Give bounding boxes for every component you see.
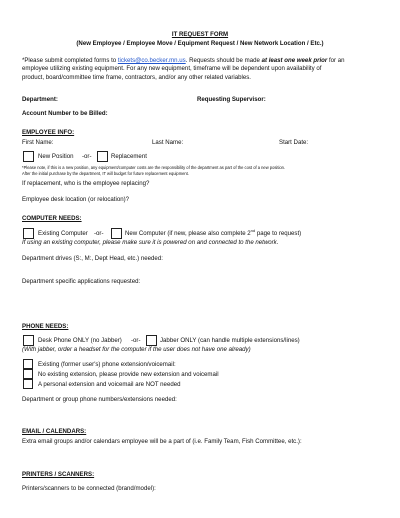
intro-line-2: employee utilizing existing equipment. For any new equipment, timeframe will be dependent upon availability of xyxy=(22,65,322,72)
replacement-label: Replacement xyxy=(111,153,147,160)
new-position-checkbox[interactable] xyxy=(23,151,34,162)
no-extension-checkbox[interactable] xyxy=(23,379,33,389)
start-date-label: Start Date: xyxy=(279,139,309,146)
no-extension-label: A personal extension and voicemail are NOT needed xyxy=(38,381,181,388)
supervisor-label: Requesting Supervisor: xyxy=(197,96,266,103)
jabber-checkbox[interactable] xyxy=(146,335,157,346)
existing-extension-label: Existing (former user's) phone extension/voicemail: xyxy=(38,361,176,368)
jabber-label: Jabber ONLY (can handle multiple extensions/lines) xyxy=(160,337,300,344)
desk-phone-label: Desk Phone ONLY (no Jabber) xyxy=(38,337,122,344)
new-computer-checkbox[interactable] xyxy=(111,228,122,239)
or-separator: -or- xyxy=(131,337,141,344)
employee-info-heading: EMPLOYEE INFO: xyxy=(22,129,75,136)
new-extension-label: No existing extension, please provide new extension and voicemail xyxy=(38,371,219,378)
first-name-label: First Name: xyxy=(22,139,54,146)
replacing-question: If replacement, who is the employee replacing? xyxy=(22,180,150,187)
desk-phone-checkbox[interactable] xyxy=(23,335,34,346)
new-computer-label: New Computer (if new, please also complete 2nd page to request) xyxy=(125,227,302,237)
existing-computer-label: Existing Computer xyxy=(38,230,88,237)
new-position-label: New Position xyxy=(38,153,74,160)
phone-numbers-question: Department or group phone numbers/extensions needed: xyxy=(22,396,177,403)
form-subtitle: (New Employee / Employee Move / Equipment Request / New Network Location / Etc.) xyxy=(76,40,324,47)
replacement-checkbox[interactable] xyxy=(97,151,108,162)
desk-location-question: Employee desk location (or relocation)? xyxy=(22,196,130,203)
intro-line-3: product, board/committee time frame, contractors, and/or any other related variables. xyxy=(22,74,251,81)
jabber-headset-note: (With jabber, order a headset for the computer if the user does not have one already) xyxy=(22,346,251,353)
email-groups-question: Extra email groups and/or calendars employee will be a part of (i.e. Family Team, Fish Committee, etc.): xyxy=(22,438,302,445)
form-title: IT REQUEST FORM xyxy=(171,31,229,38)
or-separator: -or- xyxy=(94,230,104,237)
existing-computer-checkbox[interactable] xyxy=(23,228,34,239)
new-extension-checkbox[interactable] xyxy=(23,369,33,379)
computer-needs-heading: COMPUTER NEEDS: xyxy=(22,215,82,222)
existing-extension-checkbox[interactable] xyxy=(23,359,33,369)
phone-needs-heading: PHONE NEEDS: xyxy=(22,323,69,330)
tickets-email-link[interactable]: tickets@co.becker.mn.us xyxy=(117,57,186,64)
position-note-2: After the initial purchase by the department, IT will budget for future replacement equipment. xyxy=(22,171,189,176)
printers-question: Printers/scanners to be connected (brand/model): xyxy=(22,485,156,492)
department-label: Department: xyxy=(22,96,58,103)
email-calendars-heading: EMAIL / CALENDARS: xyxy=(22,428,87,435)
department-apps-question: Department specific applications requested: xyxy=(22,278,141,285)
position-note-1: *Please note, if this is a new position, any equipment/computer costs are the responsibility of the department as part of the cost of a new position. xyxy=(22,165,286,170)
last-name-label: Last Name: xyxy=(152,139,184,146)
account-number-label: Account Number to be Billed: xyxy=(22,110,108,117)
intro-line-1: *Please submit completed forms to tickets@co.becker.mn.us. Requests should be made at least one week prior for an xyxy=(22,57,345,64)
printers-scanners-heading: PRINTERS / SCANNERS: xyxy=(22,471,95,478)
department-drives-question: Department drives (S:, M:, Dept Head, etc.) needed: xyxy=(22,255,163,262)
or-separator: -or- xyxy=(82,153,92,160)
existing-computer-note: If using an existing computer, please make sure it is powered on and connected to the network. xyxy=(22,239,279,246)
